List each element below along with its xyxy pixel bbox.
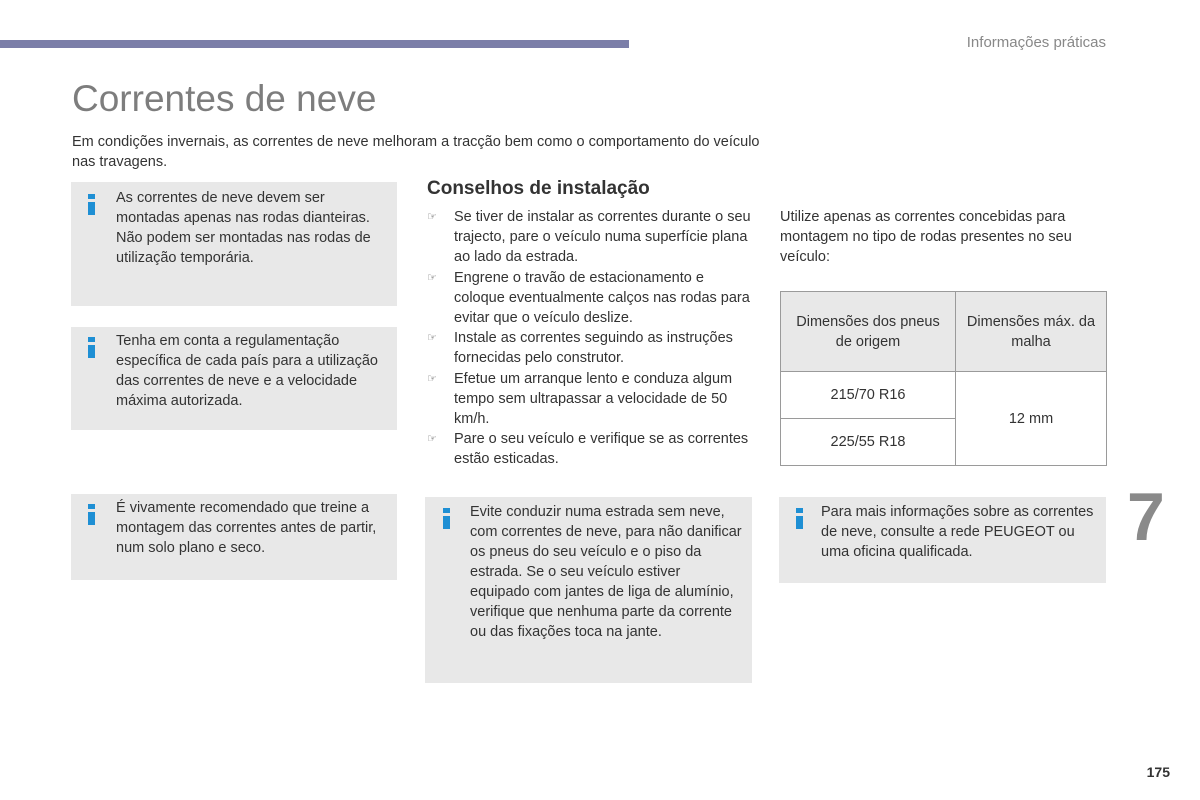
step-text: Efetue um arranque lento e conduza algum tempo sem ultrapassar a velocidade de 50 km/h.: [454, 370, 733, 428]
info-note-text: Evite conduzir numa estrada sem neve, com correntes de neve, para não danificar os pneus do seu veículo e o piso da estrada. Se o seu veículo estiver equipado com jantes de liga de alumínio, verifique que nenhuma parte da corrente ou das fixações toca na jante.: [470, 504, 742, 640]
pointing-hand-icon: ☞: [427, 332, 437, 345]
info-note: [779, 497, 1106, 583]
info-note: [425, 497, 752, 683]
step-text: Se tiver de instalar as correntes durante o seu trajecto, pare o veículo numa superfície plana ao lado da estrada.: [454, 209, 751, 266]
installation-steps: [427, 207, 757, 470]
installation-step: [427, 268, 757, 329]
info-note: [71, 182, 397, 306]
info-icon: [88, 194, 95, 214]
installation-step: [427, 328, 757, 368]
table-header-mesh: Dimensões máx. da malha: [956, 292, 1107, 372]
info-note-text: É vivamente recomendado que treine a montagem das correntes antes de partir, num solo plano e seco.: [116, 500, 377, 556]
page-number: 175: [1146, 764, 1170, 780]
info-icon: [796, 508, 803, 528]
info-note: [71, 327, 397, 430]
installation-step: [427, 429, 757, 469]
chapter-number: 7: [1127, 479, 1165, 555]
pointing-hand-icon: ☞: [427, 211, 437, 223]
table-header-row: [781, 292, 1107, 372]
installation-title: Conselhos de instalação: [427, 178, 650, 199]
step-text: Instale as correntes seguindo as instruções fornecidas pelo construtor.: [454, 330, 733, 367]
step-text: Engrene o travão de estacionamento e coloque eventualmente calços nas rodas para evitar que o veículo deslize.: [454, 269, 750, 327]
info-note-text: Tenha em conta a regulamentação específica de cada país para a utilização das correntes de neve e a velocidade máxima autorizada.: [116, 333, 378, 409]
info-icon: [443, 508, 450, 528]
chain-dimensions-table: [780, 291, 1107, 466]
pointing-hand-icon: ☞: [427, 271, 437, 284]
max-mesh-cell: 12 mm: [956, 372, 1107, 466]
table-row: [781, 372, 1107, 419]
info-note: [71, 494, 397, 580]
section-name: Informações práticas: [966, 34, 1106, 51]
pointing-hand-icon: ☞: [427, 372, 437, 385]
info-note-text: As correntes de neve devem ser montadas apenas nas rodas dianteiras. Não podem ser montadas nas rodas de utilização temporária.: [116, 190, 371, 266]
intro-text: Em condições invernais, as correntes de neve melhoram a tracção bem como o comportamento do veículo nas travagens.: [72, 134, 760, 170]
installation-step: [427, 369, 757, 430]
page-title: Correntes de neve: [72, 78, 377, 119]
info-note-text: Para mais informações sobre as correntes de neve, consulte a rede PEUGEOT ou uma oficina qualificada.: [821, 504, 1094, 560]
pointing-hand-icon: ☞: [427, 433, 437, 446]
tyre-size-cell: 225/55 R18: [781, 419, 956, 466]
installation-step: [427, 207, 757, 268]
info-icon: [88, 504, 95, 524]
tyre-size-cell: 215/70 R16: [781, 372, 956, 419]
info-icon: [88, 337, 95, 357]
step-text: Pare o seu veículo e verifique se as correntes estão esticadas.: [454, 431, 749, 468]
table-header-tyre: Dimensões dos pneus de origem: [781, 292, 956, 372]
compatibility-text: Utilize apenas as correntes concebidas para montagem no tipo de rodas presentes no seu veículo:: [780, 209, 1072, 265]
header-accent-bar: [0, 40, 629, 48]
